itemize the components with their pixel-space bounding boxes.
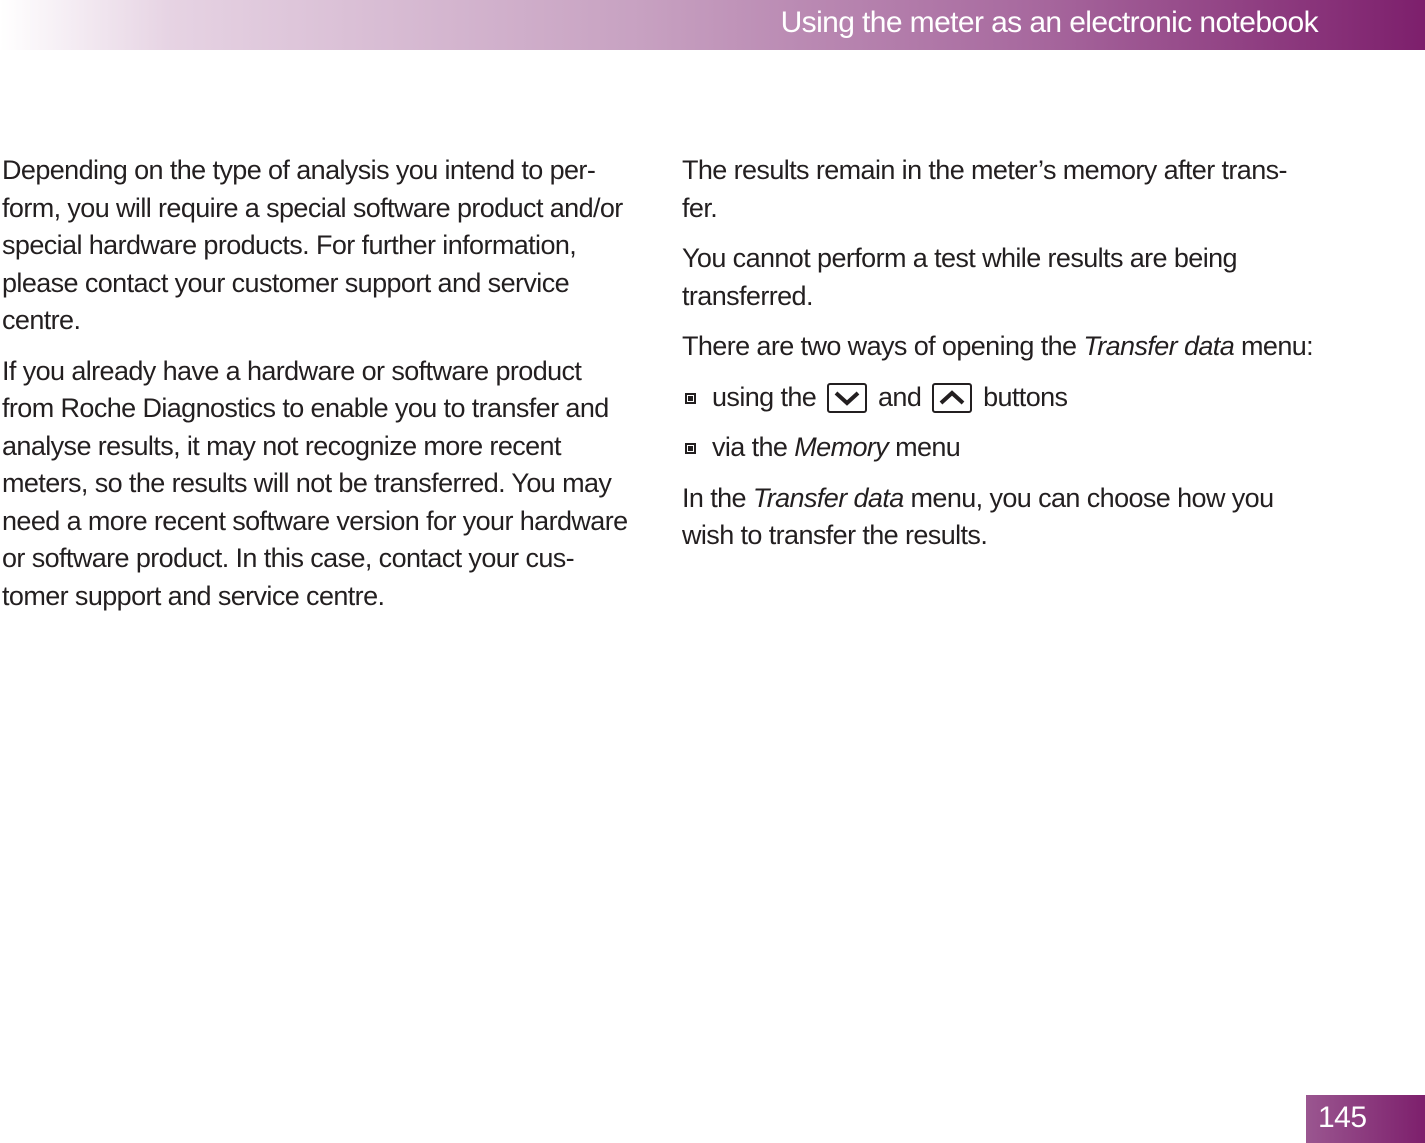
- text-line: analyse results, it may not recognize more recent: [2, 430, 561, 461]
- text-line: special hardware products. For further information,: [2, 230, 577, 260]
- text-fragment: via the: [712, 432, 795, 462]
- text-fragment: buttons: [983, 381, 1068, 412]
- text-line: tomer support and service centre.: [2, 580, 385, 611]
- right-column: [682, 152, 1332, 568]
- text-fragment: menu: [888, 432, 961, 462]
- paragraph-software-requirements: [2, 152, 642, 340]
- text-fragment: menu, you can choose how you: [903, 482, 1274, 513]
- bullet-square-icon: [685, 393, 696, 404]
- chapter-title: Using the meter as an electronic notebook: [780, 6, 1318, 39]
- text-fragment: and: [878, 381, 922, 412]
- bullet-item-buttons: [682, 379, 1332, 417]
- bullet-item-memory-menu: [682, 429, 1332, 467]
- text-line: [682, 480, 1332, 518]
- paragraph-choose-transfer: [682, 480, 1332, 555]
- paragraph-compatibility: [2, 353, 642, 616]
- up-arrow-button-icon: [932, 383, 972, 413]
- header-bar: [0, 0, 1425, 50]
- text-line: The results remain in the meter’s memory after trans-: [682, 155, 1287, 185]
- text-fragment: There are two ways of opening the: [682, 331, 1084, 361]
- down-arrow-button-icon: [827, 383, 867, 413]
- bullet-square-icon: [685, 443, 696, 454]
- text-fragment: using the: [712, 381, 817, 412]
- text-line: need a more recent software version for your hardware: [2, 505, 628, 536]
- text-line: transferred.: [682, 280, 813, 311]
- text-line: from Roche Diagnostics to enable you to transfer and: [2, 393, 609, 423]
- text-fragment: menu:: [1234, 331, 1314, 361]
- text-line: [682, 328, 1332, 366]
- page-number-box: [1306, 1095, 1425, 1143]
- text-line: Depending on the type of analysis you intend to per-: [2, 155, 596, 185]
- text-line: centre.: [2, 305, 81, 335]
- text-line: please contact your customer support and service: [2, 267, 570, 298]
- page-number: 145: [1318, 1101, 1367, 1134]
- text-line: form, you will require a special software product and/or: [2, 192, 623, 223]
- paragraph-results-remain: [682, 152, 1332, 227]
- text-line: meters, so the results will not be transferred. You may: [2, 468, 612, 498]
- menu-name-memory: Memory: [794, 432, 889, 462]
- left-column: [2, 152, 642, 628]
- text-line: You cannot perform a test while results are being: [682, 243, 1237, 273]
- text-line: wish to transfer the results.: [682, 520, 988, 550]
- text-line: fer.: [682, 192, 718, 223]
- text-fragment: In the: [682, 482, 753, 513]
- paragraph-two-ways: [682, 328, 1332, 366]
- paragraph-no-test-during-transfer: [682, 240, 1332, 315]
- menu-name-transfer-data: Transfer data: [1083, 331, 1235, 361]
- text-line: or software product. In this case, contact your cus-: [2, 543, 575, 573]
- menu-name-transfer-data: Transfer data: [752, 482, 904, 513]
- bullet-list: [682, 379, 1332, 467]
- text-line: If you already have a hardware or software product: [2, 355, 582, 386]
